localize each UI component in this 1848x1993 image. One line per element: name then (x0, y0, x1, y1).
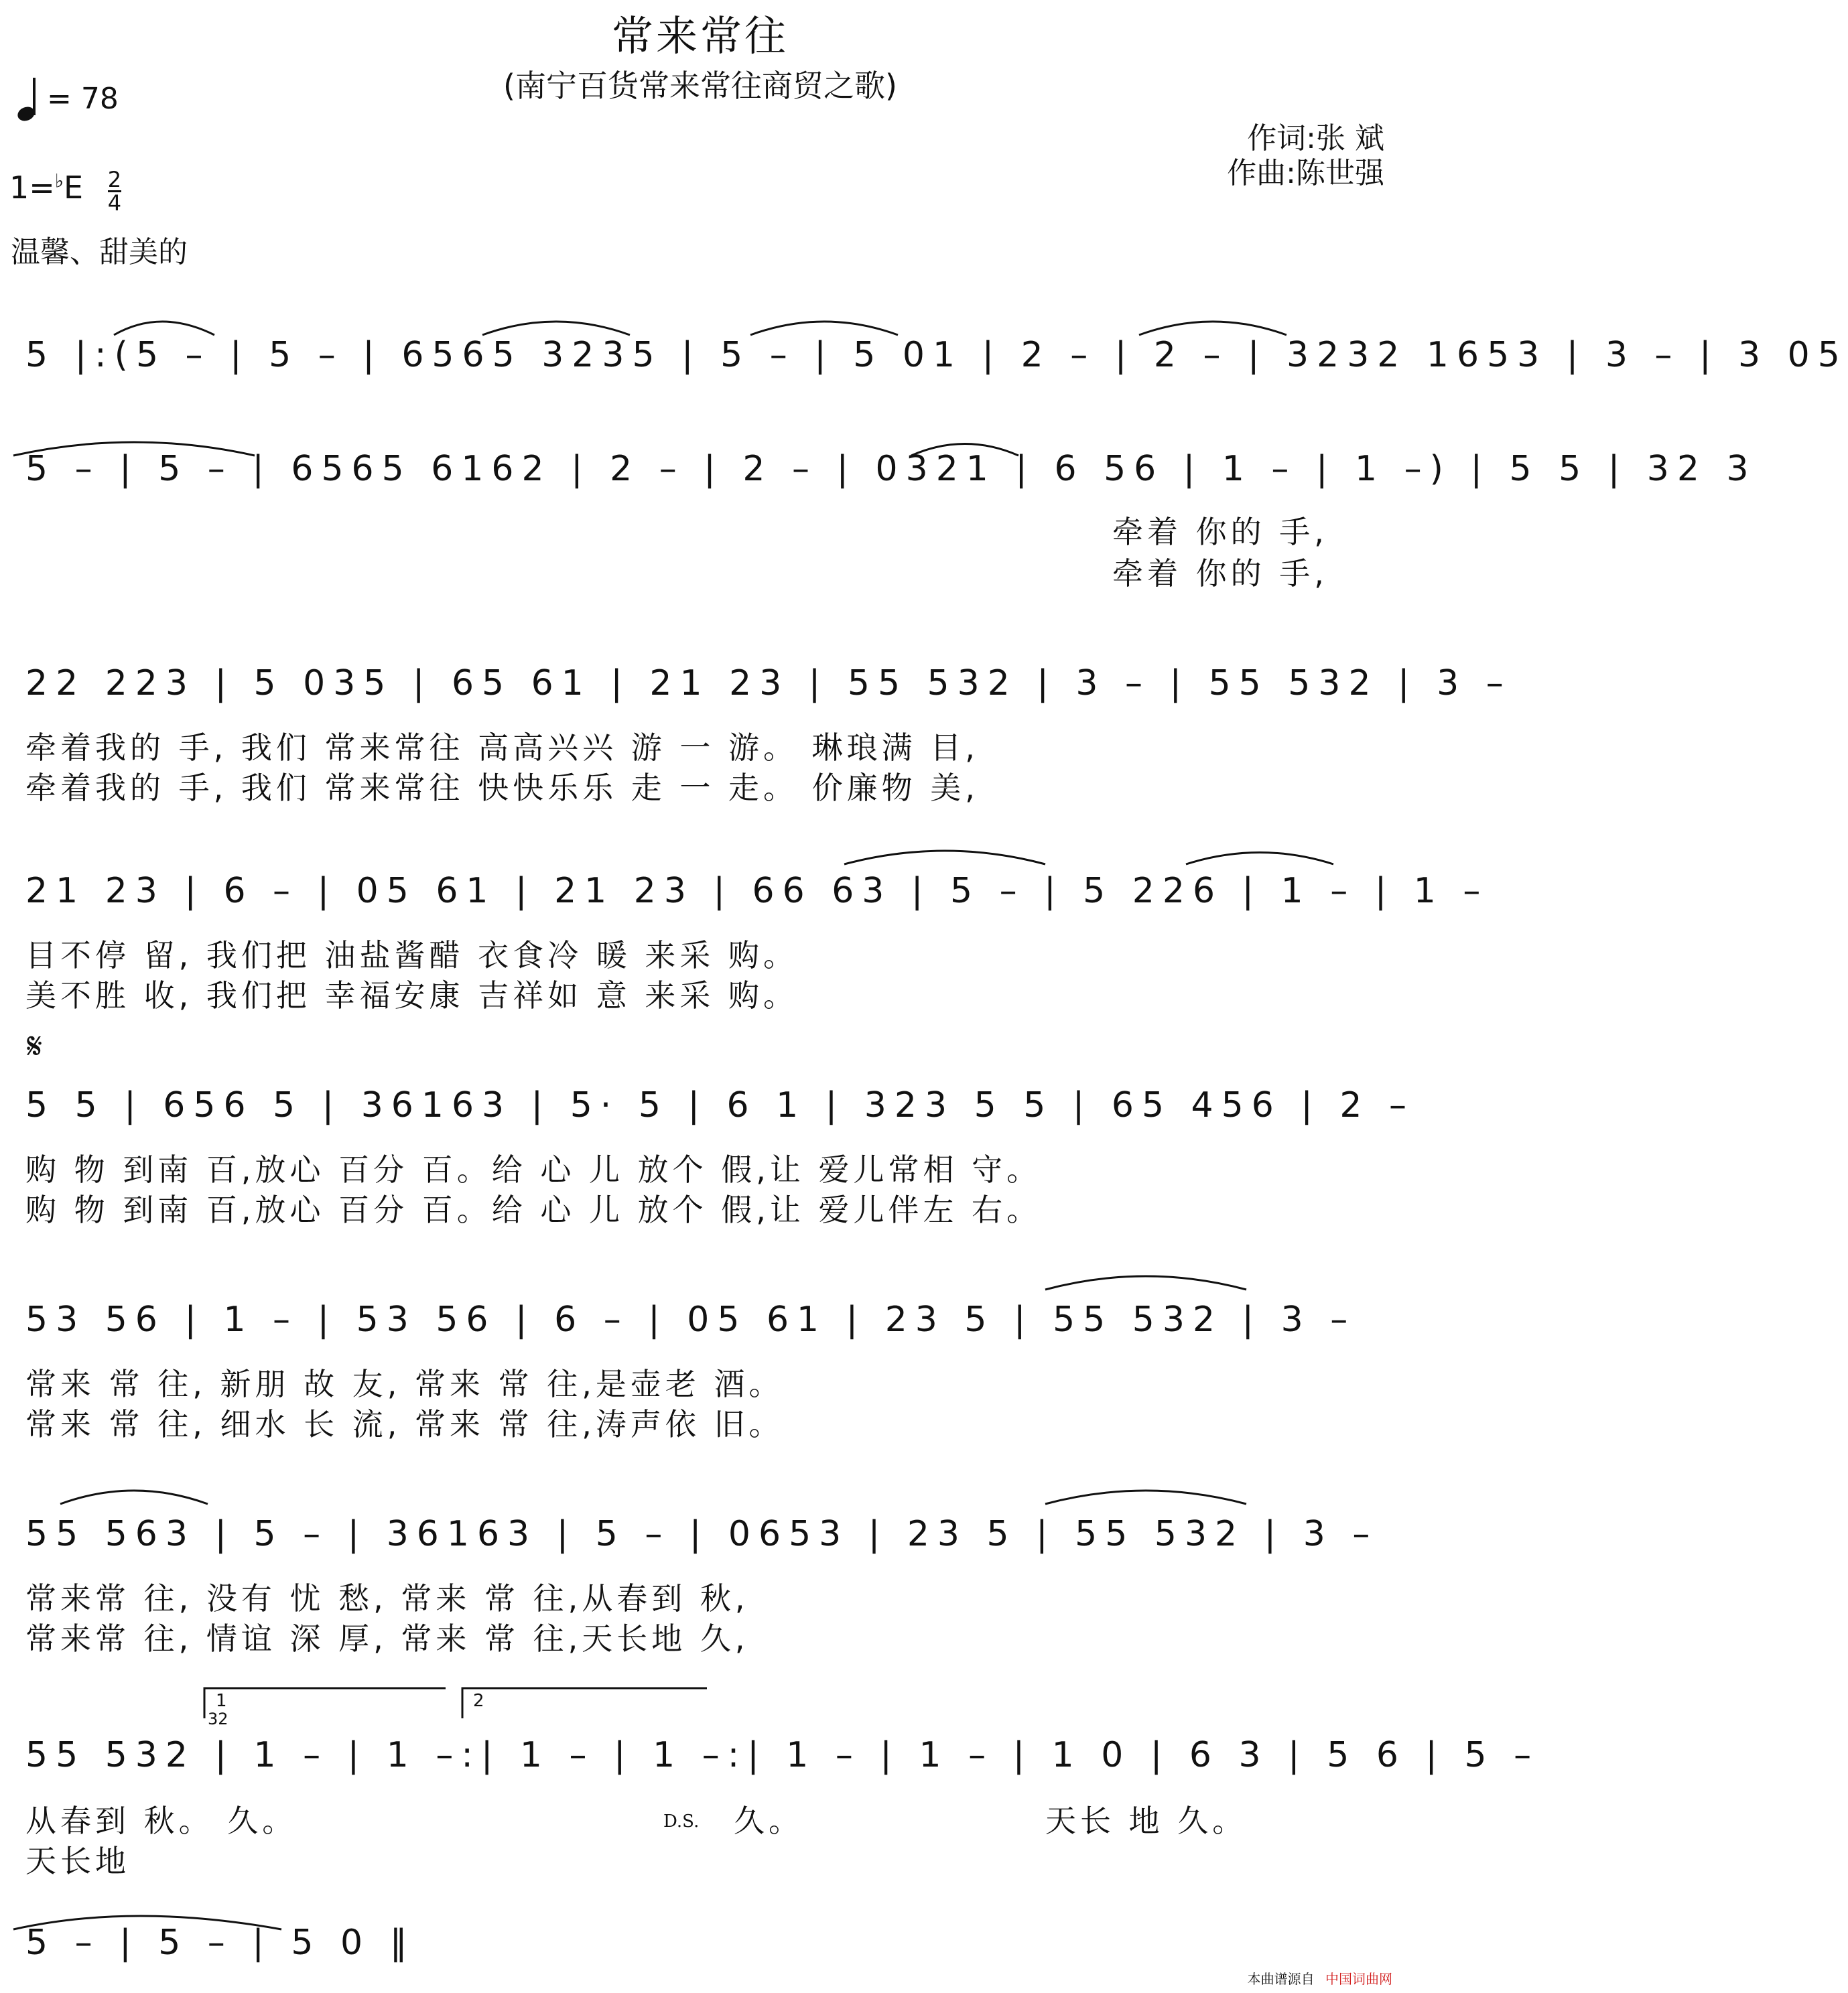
source-site: 中国词曲网 (1325, 1971, 1392, 1987)
lyric-verse-1: 常来常 往, 没有 忧 愁, 常来 常 往,从春到 秋, (25, 1580, 749, 1617)
notation-line: 53 56 | 1 – | 53 56 | 6 – | 05 61 | 23 5 | 55 532 | 3 – (25, 1300, 1356, 1340)
slur-marks-icon (0, 295, 1400, 402)
staff-line-2 (0, 429, 1757, 592)
slur-marks-icon (0, 1474, 1400, 1514)
lyric-verse-1: 购 物 到南 百,放心 百分 百。给 心 儿 放个 假,让 爱儿常相 守。 (25, 1152, 1042, 1188)
lyric-verse-2: 常来 常 往, 细水 长 流, 常来 常 往,涛声依 旧。 (25, 1406, 784, 1442)
staff-line-4 (0, 837, 1489, 1025)
quarter-note-icon (17, 79, 38, 121)
notation-line: 5 – | 5 – | 6565 6162 | 2 – | 2 – | 0321 | 6 56 | 1 – | 1 –) | 5 5 | 32 3 (25, 449, 1757, 489)
staff-line-7 (0, 1474, 1400, 1668)
staff-line-5 (0, 1045, 1414, 1233)
lyric-verse-2: 购 物 到南 百,放心 百分 百。给 心 儿 放个 假,让 爱儿伴左 右。 (25, 1192, 1042, 1228)
slur-marks-icon (0, 429, 1400, 469)
source-watermark (1248, 1968, 1392, 1988)
grace-note: 32 (208, 1710, 228, 1728)
staff-line-9 (0, 1903, 1400, 1983)
key-label: 1= (9, 169, 55, 206)
staff-line-3 (0, 630, 1512, 817)
lyric-verse-2: 天长地 (25, 1843, 130, 1879)
time-signature-bottom: 4 (107, 190, 122, 216)
key-signature (9, 169, 121, 214)
segno-icon: 𝄋 (27, 1025, 43, 1067)
staff-line-6 (0, 1259, 1400, 1454)
tempo-value: = 78 (47, 82, 119, 116)
key-letter: E (64, 169, 84, 206)
lyric-verse-2: 美不胜 收, 我们把 幸福安康 吉祥如 意 来采 购。 (25, 977, 798, 1014)
lyric-verse-2: 常来常 往, 情谊 深 厚, 常来 常 往,天长地 久, (25, 1621, 749, 1657)
notation-line: 5 5 | 656 5 | 36163 | 5· 5 | 6 1 | 323 5 5 | 65 456 | 2 – (25, 1085, 1414, 1125)
slur-marks-icon (0, 1259, 1400, 1300)
tail-lyric: 天长 地 久。 (1045, 1803, 1248, 1839)
song-subtitle: (南宁百货常来常往商贸之歌) (503, 68, 897, 104)
lyric-verse-2: 牵着 你的 手, (1112, 555, 1328, 592)
time-signature-top: 2 (107, 167, 122, 192)
composer-credit: 作曲:陈世强 (1227, 156, 1384, 190)
ds-lyric: 久。 (734, 1803, 803, 1839)
flat-icon: ♭ (54, 169, 64, 192)
slur-marks-icon (0, 837, 1400, 878)
volta-2-label: 2 (473, 1691, 484, 1711)
lyric-verse-1: 目不停 留, 我们把 油盐酱醋 衣食冷 暖 来采 购。 (25, 937, 798, 973)
time-signature (108, 169, 121, 214)
staff-line-8 (0, 1681, 1540, 1882)
notation-line: 55 563 | 5 – | 36163 | 5 – | 0653 | 23 5 | 55 532 | 3 – (25, 1514, 1378, 1554)
lyric-verse-2: 牵着我的 手, 我们 常来常往 快快乐乐 走 一 走。 价廉物 美, (25, 770, 979, 806)
expression-marking: 温馨、甜美的 (11, 235, 188, 269)
notation-line: 21 23 | 6 – | 05 61 | 21 23 | 66 63 | 5 – | 5 226 | 1 – | 1 – (25, 871, 1489, 911)
notation-line: 5 – | 5 – | 5 0 ‖ (25, 1923, 415, 1963)
lyric-verse-1: 牵着 你的 手, (1112, 514, 1328, 550)
lyricist-credit: 作词:张 斌 (1247, 121, 1384, 155)
source-label: 本曲谱源自 (1247, 1971, 1315, 1987)
staff-line-1 (0, 295, 1848, 402)
tempo-marking (17, 79, 119, 121)
volta-1-label: 1 (216, 1691, 227, 1711)
lyric-verse-1: 常来 常 往, 新朋 故 友, 常来 常 往,是壶老 酒。 (25, 1366, 784, 1402)
song-title: 常来常往 (611, 11, 789, 60)
notation-line: 55 532 | 1 – | 1 –:| 1 – | 1 –:| 1 – | 1 – | 1 0 | 6 3 | 5 6 | 5 – (25, 1735, 1540, 1775)
dal-segno-marking: D.S. (663, 1811, 700, 1832)
lyric-verse-1: 从春到 秋。 久。 (25, 1803, 298, 1839)
notation-line: 22 223 | 5 035 | 65 61 | 21 23 | 55 532 | 3 – | 55 532 | 3 – (25, 663, 1512, 703)
lyric-verse-1: 牵着我的 手, 我们 常来常往 高高兴兴 游 一 游。 琳琅满 目, (25, 730, 979, 766)
notation-line: 5 |:(5 – | 5 – | 6565 3235 | 5 – | 5 01 | 2 – | 2 – | 3232 1653 | 3 – | 3 05 (25, 335, 1848, 375)
